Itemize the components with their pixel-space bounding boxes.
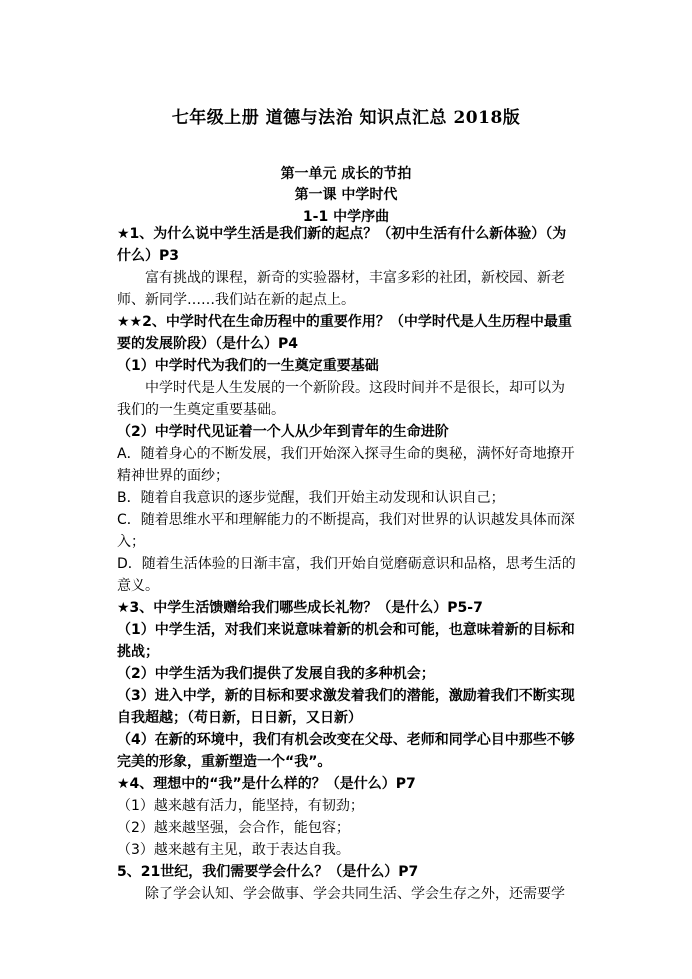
q4-item-3: （3）越来越有主见，敢于表达自我。 [117,842,350,858]
q3-item-4-line-2: 完美的形象，重新塑造一个“我”。 [117,754,332,770]
q3-item-2: （2）中学生活为我们提供了发展自我的多种机会； [117,666,435,682]
question-4: ★4、理想中的“我”是什么样的？（是什么）P7 [117,776,416,792]
q2-item-c-line-1: C．随着思维水平和理解能力的不断提高，我们对世界的认识越发具体而深 [117,512,575,528]
question-5: 5、21世纪，我们需要学会什么？（是什么）P7 [117,864,419,880]
q4-item-2: （2）越来越坚强，会合作，能包容； [117,820,350,836]
q2-item-d-line-2: 意义。 [117,578,159,594]
q2-point-1-text-1: 中学时代是人生发展的一个新阶段。这段时间并不是很长，却可以为 [145,380,565,396]
q3-item-1-line-1: （1）中学生活，对我们来说意味着新的机会和可能，也意味着新的目标和 [117,622,575,638]
answer-5-line-1: 除了学会认知、学会做事、学会共同生活、学会生存之外，还需要学 [145,886,565,902]
q2-point-1-heading: （1）中学时代为我们的一生奠定重要基础 [117,358,379,374]
q4-item-1: （1）越来越有活力，能坚持，有韧劲； [117,798,364,814]
q2-item-d-line-1: D．随着生活体验的日渐丰富，我们开始自觉磨砺意识和品格，思考生活的 [117,556,576,572]
answer-1-line-2: 师、新同学……我们站在新的起点上。 [117,292,355,308]
q2-item-c-line-2: 入； [117,534,145,550]
question-1-line-1: ★1、为什么说中学生活是我们新的起点？（初中生活有什么新体验）（为 [117,226,567,242]
q2-item-a-line-1: A．随着身心的不断发展，我们开始深入探寻生命的奥秘，满怀好奇地撩开 [117,446,575,462]
question-3: ★3、中学生活馈赠给我们哪些成长礼物？（是什么）P5-7 [117,600,483,616]
q3-item-3-line-2: 自我超越；（苟日新，日日新，又日新） [117,710,362,726]
q2-item-b: B．随着自我意识的逐步觉醒，我们开始主动发现和认识自己； [117,490,505,506]
unit-heading: 第一单元 成长的节拍 [280,166,412,182]
question-1-line-2: 什么）P3 [117,248,180,264]
question-2-line-1: ★★2、中学时代在生命历程中的重要作用？（中学时代是人生历程中最重 [117,314,572,330]
section-heading: 1-1 中学序曲 [302,209,390,225]
answer-1-line-1: 富有挑战的课程，新奇的实验器材，丰富多彩的社团，新校园、新老 [145,270,565,286]
q2-item-a-line-2: 精神世界的面纱； [117,468,229,484]
document-title: 七年级上册 道德与法治 知识点汇总 2018版 [171,108,521,128]
q2-point-1-text-2: 我们的一生奠定重要基础。 [117,402,285,418]
lesson-heading: 第一课 中学时代 [294,187,398,203]
q2-point-2-heading: （2）中学时代见证着一个人从少年到青年的生命进阶 [117,424,449,440]
q3-item-1-line-2: 挑战； [117,644,159,660]
q3-item-4-line-1: （4）在新的环境中，我们有机会改变在父母、老师和同学心目中那些不够 [117,732,575,748]
question-2-line-2: 要的发展阶段）（是什么）P4 [117,336,299,352]
q3-item-3-line-1: （3）进入中学，新的目标和要求激发着我们的潜能，激励着我们不断实现 [117,688,575,704]
